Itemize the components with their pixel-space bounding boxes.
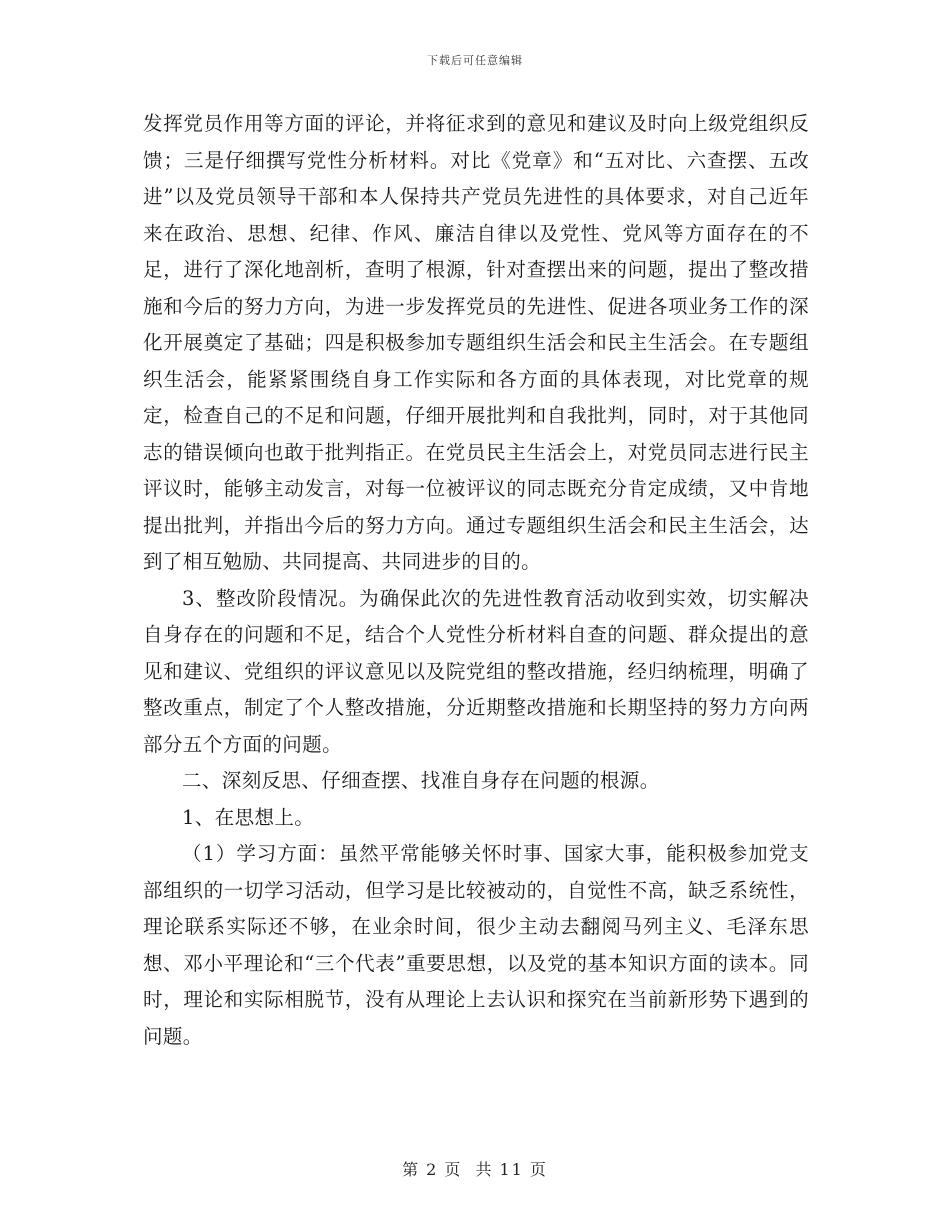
page-middle: 页 共	[444, 1160, 494, 1179]
page-prefix: 第	[402, 1160, 421, 1179]
paragraph-study-aspect: （1）学习方面：虽然平常能够关怀时事、国家大事，能积极参加党支部组织的一切学习活动，但学习是比较被动的，自觉性不高，缺乏系统性，理论联系实际还不够，在业余时间，很少主动去翻阅马列主义、毛泽东思想、邓小平理论和“三个代表”重要思想，以及党的基本知识方面的读本。同时，理论和实际相脱节，没有从理论上去认识和探究在当前新形势下遇到的问题。	[143, 842, 809, 1048]
page-number-footer	[0, 1157, 950, 1180]
document-body	[143, 106, 809, 1055]
page-header-note: 下载后可任意编辑	[427, 54, 523, 67]
subsection-heading-thought: 1、在思想上。	[182, 805, 315, 829]
page-total: 11	[499, 1160, 524, 1179]
page-suffix: 页	[529, 1160, 548, 1179]
page-current: 2	[426, 1160, 439, 1179]
paragraph-rectification-stage: 3、整改阶段情况。为确保此次的先进性教育活动收到实效，切实解决自身存在的问题和不足，结合个人党性分析材料自查的问题、群众提出的意见和建议、党组织的评议意见以及院党组的整改措施，经归纳梳理，明确了整改重点，制定了个人整改措施，分近期整改措施和长期坚持的努力方向两部分五个方面的问题。	[143, 586, 809, 756]
section-heading-reflection: 二、深刻反思、仔细查摆、找准自身存在问题的根源。	[182, 769, 660, 792]
paragraph-continuation: 发挥党员作用等方面的评论，并将征求到的意见和建议及时向上级党组织反馈；三是仔细撰写党性分析材料。对比《党章》和“五对比、六查摆、五改进”以及党员领导干部和本人保持共产党员先进性的具体要求，对自己近年来在政治、思想、纪律、作风、廉洁自律以及党性、党风等方面存在的不足，进行了深化地剖析，查明了根源，针对查摆出来的问题，提出了整改措施和今后的努力方向，为进一步发挥党员的先进性、促进各项业务工作的深化开展奠定了基础；四是积极参加专题组织生活会和民主生活会。在专题组织生活会，能紧紧围绕自身工作实际和各方面的具体表现，对比党章的规定，检查自己的不足和问题，仔细开展批判和自我批判，同时，对于其他同志的错误倾向也敢于批判指正。在党员民主生活会上，对党员同志进行民主评议时，能够主动发言，对每一位被评议的同志既充分肯定成绩，又中肯地提出批判，并指出今后的努力方向。通过专题组织生活会和民主生活会，达到了相互勉励、共同提高、共同进步的目的。	[143, 112, 809, 573]
